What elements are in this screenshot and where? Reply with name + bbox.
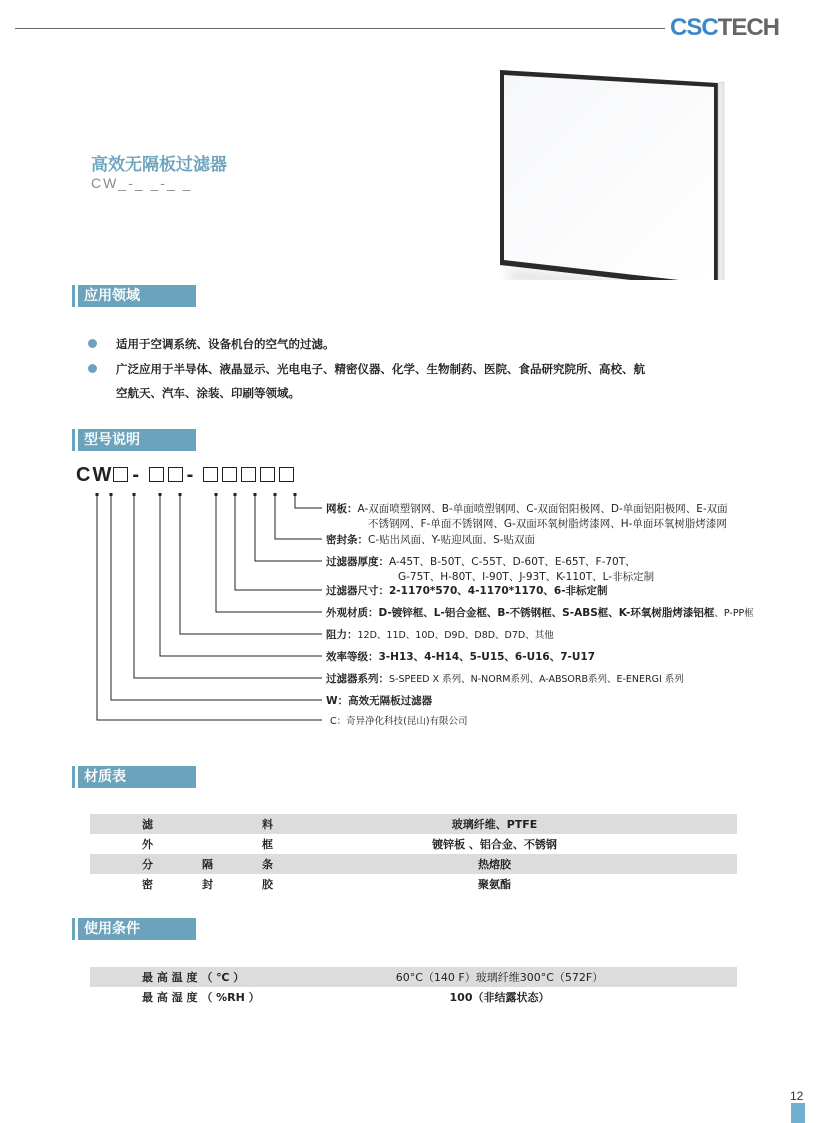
page-number: 12 bbox=[790, 1089, 804, 1103]
table-row: 密 封 胶 聚氨酯 bbox=[142, 878, 511, 891]
section-label: 材质表 bbox=[78, 766, 196, 788]
code-box bbox=[168, 467, 183, 482]
code-box bbox=[279, 467, 294, 482]
model-desc-c: C：奇异净化科技(昆山)有限公司 bbox=[330, 716, 468, 727]
conditions-table bbox=[90, 967, 737, 1007]
section-label: 应用领域 bbox=[78, 285, 196, 307]
logo-tech: TECH bbox=[717, 14, 780, 41]
logo-csc: CSC bbox=[670, 14, 718, 41]
product-title: 高效无隔板过滤器 bbox=[91, 155, 227, 175]
model-desc-efficiency: 效率等级：3-H13、4-H14、5-U15、6-U16、7-U17 bbox=[326, 651, 596, 663]
model-desc-seal: 密封条：C-贴出风面、Y-贴迎风面、S-贴双面 bbox=[326, 534, 536, 546]
code-box bbox=[203, 467, 218, 482]
model-desc-w: W：高效无隔板过滤器 bbox=[326, 695, 433, 707]
code-box bbox=[149, 467, 164, 482]
code-box bbox=[260, 467, 275, 482]
table-row: 最 高 湿 度 （ %RH ） 100（非结露状态） bbox=[142, 991, 550, 1004]
section-bar bbox=[72, 918, 75, 940]
material-table bbox=[90, 814, 737, 894]
code-box bbox=[113, 467, 128, 482]
model-desc-resistance: 阻力：12D、11D、10D、D9D、D8D、D7D、其他 bbox=[326, 629, 554, 641]
section-bar bbox=[72, 285, 75, 307]
product-code: CW_-_ _-_ _ bbox=[91, 175, 193, 191]
header-rule bbox=[15, 28, 665, 29]
filter-product-image bbox=[500, 70, 732, 280]
table-row: 分 隔 条 热熔胶 bbox=[90, 854, 737, 874]
bullet-icon bbox=[88, 364, 97, 373]
model-desc-frame: 外观材质：D-镀锌框、L-铝合金框、B-不锈钢框、S-ABS框、K-环氧树脂烤漆铝框、P-PP框 bbox=[326, 607, 754, 619]
page-tab bbox=[791, 1103, 805, 1123]
model-desc-series: 过滤器系列：S-SPEED X 系列、N-NORM系列、A-ABSORB系列、E-ENERGI 系列 bbox=[326, 673, 684, 685]
section-label: 型号说明 bbox=[78, 429, 196, 451]
code-box bbox=[222, 467, 237, 482]
model-prefix: CW bbox=[76, 464, 114, 486]
section-bar bbox=[72, 766, 75, 788]
model-desc-thickness: 过滤器厚度：A-45T、B-50T、C-55T、D-60T、E-65T、F-70T、 G-75T、H-80T、I-90T、J-93T、K-110T、L-非标定制 bbox=[326, 556, 655, 583]
table-row: 外 框 镀锌板 、铝合金、不锈钢 bbox=[142, 838, 557, 851]
company-logo bbox=[670, 14, 779, 42]
model-desc-size: 过滤器尺寸：2-1170*570、4-1170*1170、6-非标定制 bbox=[326, 585, 608, 597]
table-row: 最 高 温 度 （ ℃ ） 60°C（140 F）玻璃纤维300°C（572F） bbox=[90, 967, 737, 987]
model-desc-mesh: 网板：A-双面喷塑钢网、B-单面喷塑钢网、C-双面铝阳极网、D-单面铝阳极网、E-双面 不锈钢网、F-单面不锈钢网、G-双面环氧树脂烤漆网、H-单面环氧树脂烤漆网 bbox=[326, 503, 728, 530]
model-code-diagram: CW - - bbox=[76, 464, 298, 487]
section-label: 使用条件 bbox=[78, 918, 196, 940]
section-bar bbox=[72, 429, 75, 451]
bullet-icon bbox=[88, 339, 97, 348]
code-box bbox=[241, 467, 256, 482]
table-row: 滤 料 玻璃纤维、PTFE bbox=[90, 814, 737, 834]
